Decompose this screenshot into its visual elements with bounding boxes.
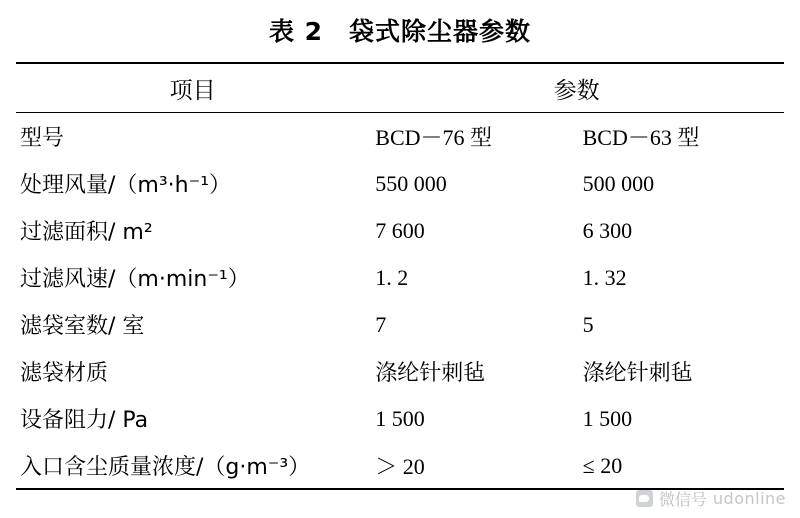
row-label: 处理风量/（m³·h⁻¹） [20, 173, 232, 198]
row-value-2: 涤纶针刺毡 [582, 360, 693, 385]
row-label: 入口含尘质量浓度/（g·m⁻³） [20, 455, 311, 480]
row-value-1: 550 000 [375, 170, 447, 196]
table-row [16, 113, 784, 161]
watermark-text-1: 微信号 [658, 490, 707, 509]
row-value-2: 1 500 [582, 405, 633, 431]
row-value-1: 7 [375, 311, 387, 337]
table-bottom-rule [16, 488, 784, 490]
row-label: 设备阻力/ Pa [20, 408, 149, 433]
table-header [16, 64, 784, 113]
watermark [636, 487, 786, 510]
watermark-text-2: udonline [712, 489, 786, 508]
row-value-2: ≤ 20 [582, 452, 623, 478]
row-value-2: 5 [582, 311, 594, 337]
table-row [16, 442, 784, 489]
row-label: 过滤面积/ m² [20, 220, 153, 245]
row-label: 型号 [20, 126, 65, 151]
table-row [16, 395, 784, 442]
row-value-2: 500 000 [582, 170, 655, 196]
table-row [16, 301, 784, 348]
row-value-1: 涤纶针刺毡 [375, 360, 486, 385]
parameters-table [16, 64, 784, 489]
wechat-icon [636, 490, 653, 507]
row-label: 过滤风速/（m·min⁻¹） [20, 267, 250, 292]
table-title: 表 2 袋式除尘器参数 [268, 17, 532, 46]
row-value-1: ＞ 20 [375, 454, 425, 479]
row-value-1: 7 600 [375, 217, 425, 243]
table-body [16, 113, 784, 490]
row-value-1: BCD－76 型 [375, 125, 493, 150]
table-row [16, 160, 784, 207]
row-label: 滤袋材质 [20, 361, 109, 386]
table-row [16, 254, 784, 301]
row-value-2: 1. 32 [582, 264, 627, 290]
header-row [16, 64, 784, 113]
table-row [16, 207, 784, 254]
row-value-2: 6 300 [582, 217, 633, 243]
column-header-params: 参数 [553, 77, 600, 104]
table-row [16, 348, 784, 395]
row-value-2: BCD－63 型 [582, 125, 700, 150]
row-value-1: 1. 2 [375, 264, 409, 290]
row-value-1: 1 500 [375, 405, 425, 431]
row-label: 滤袋室数/ 室 [20, 314, 145, 339]
column-header-item: 项目 [169, 77, 216, 104]
